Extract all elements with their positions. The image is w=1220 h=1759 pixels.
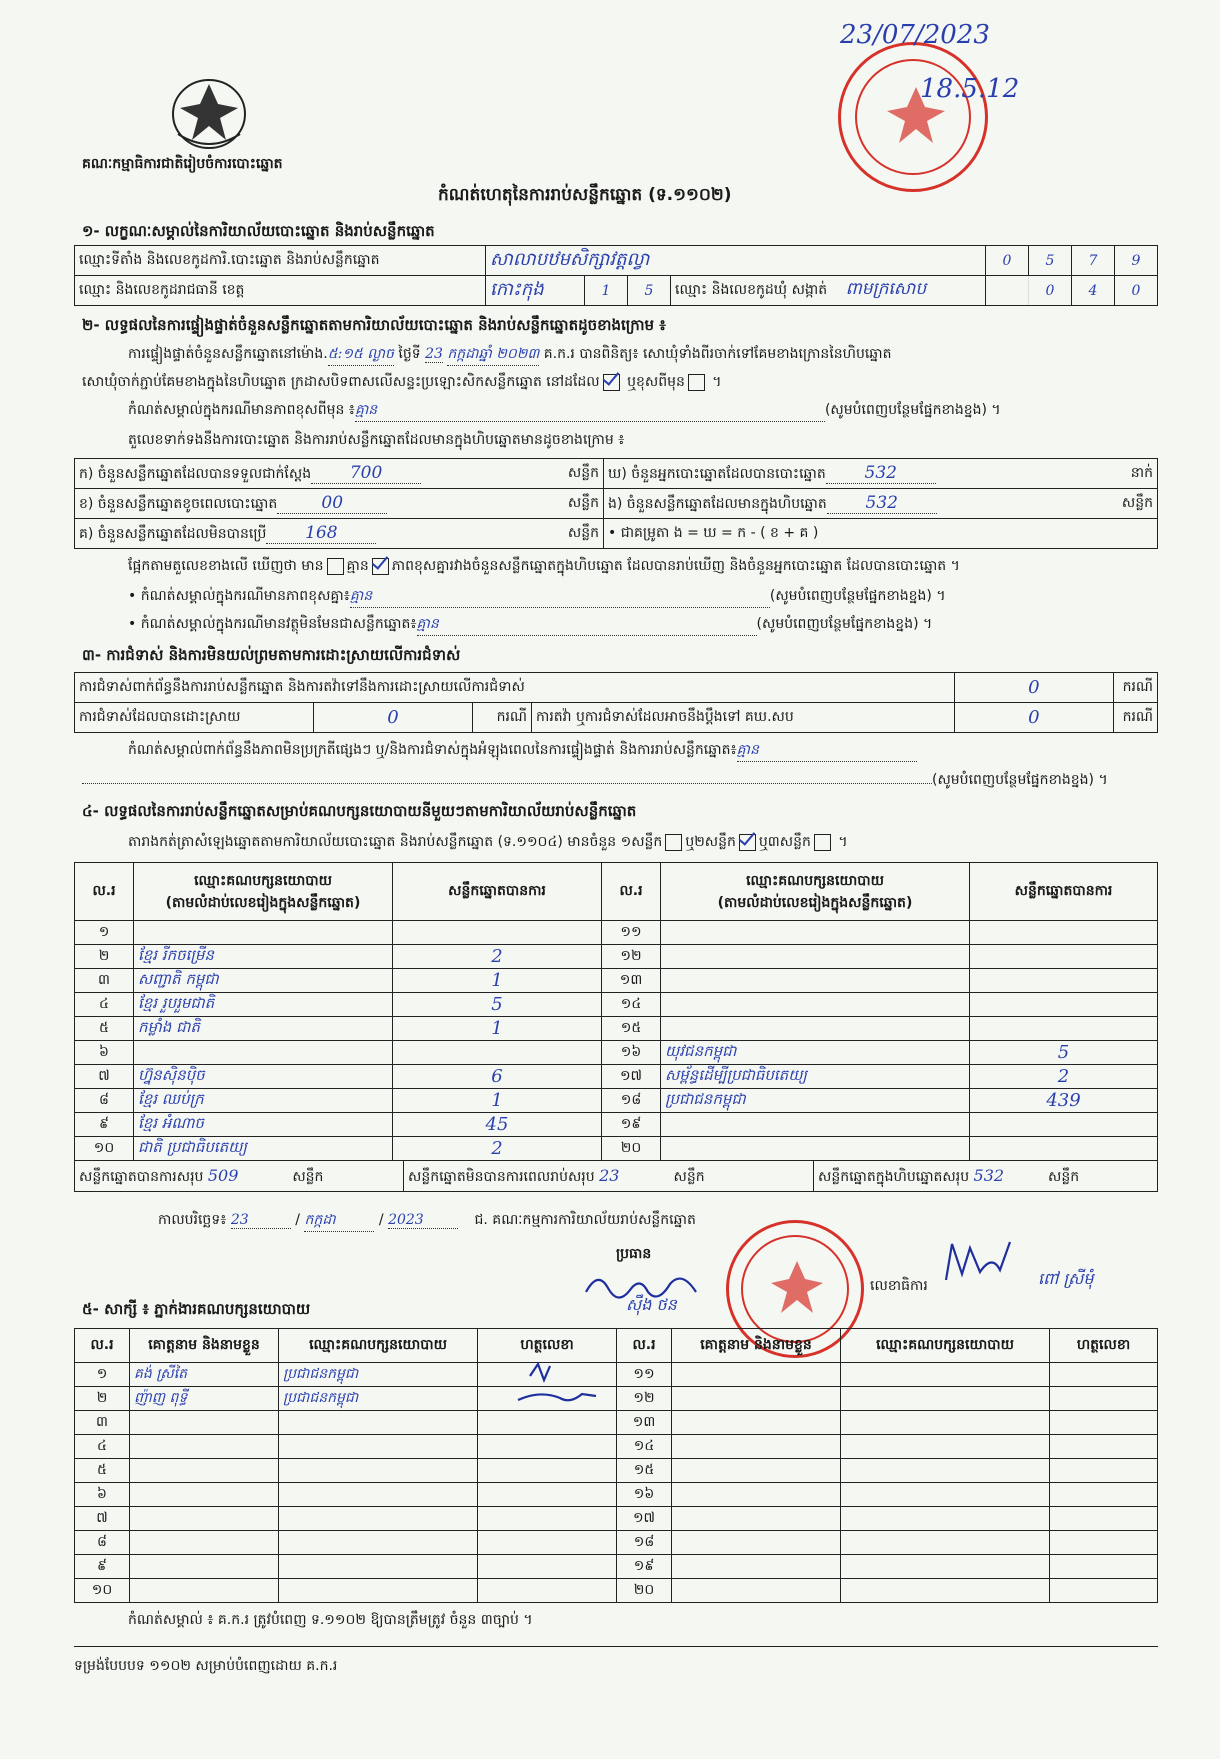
- witness-name: [672, 1411, 841, 1435]
- witness-party: [279, 1555, 478, 1579]
- result-no: ១០: [75, 1137, 134, 1161]
- witness-party: [841, 1531, 1050, 1555]
- section1-heading: ១- លក្ខណៈសម្គាល់នៃការិយាល័យបោះឆ្នោត និងរាប់សន្លឹកឆ្នោត: [82, 222, 435, 240]
- result-no: ១៨: [602, 1089, 661, 1113]
- result-no: ៧: [75, 1065, 134, 1089]
- chair-name: ស៊ឹង ថន: [626, 1295, 677, 1314]
- witness-sign: [1050, 1531, 1158, 1555]
- witness-signatures: [510, 1360, 620, 1412]
- witness-sign: [478, 1531, 617, 1555]
- result-party: [661, 921, 970, 945]
- results-col-party-2: ឈ្មោះគណបក្សនយោបាយ (តាមលំដាប់លេខរៀងក្នុងសន្លឹកឆ្នោត): [661, 863, 970, 921]
- witness-no: ៣: [75, 1411, 130, 1435]
- witness-no: ១២: [617, 1387, 672, 1411]
- witness-name: គង់ ស្រីតៃ: [130, 1363, 279, 1387]
- result-party: ហ្វ៊ុនស៊ិនប៉ិច: [134, 1065, 393, 1089]
- witness-name: [672, 1555, 841, 1579]
- objections-unit: ករណី: [1113, 673, 1157, 703]
- results-row: [75, 1113, 1158, 1137]
- witness-name: [130, 1531, 279, 1555]
- result-no: ២: [75, 945, 134, 969]
- location-code-3: 7: [1072, 246, 1115, 276]
- result-party: [661, 993, 970, 1017]
- result-votes: 439: [970, 1089, 1158, 1113]
- witness-party: [279, 1579, 478, 1603]
- figures-row: [75, 459, 1158, 489]
- results-col-no-2: ល.រ: [602, 863, 661, 921]
- section1-table: [74, 245, 1158, 306]
- witness-sign: [1050, 1483, 1158, 1507]
- result-no: ៥: [75, 1017, 134, 1041]
- results-table: [74, 862, 1158, 1192]
- result-no: ១២: [602, 945, 661, 969]
- results-row: [75, 1017, 1158, 1041]
- witness-party: [841, 1555, 1050, 1579]
- result-party: [661, 969, 970, 993]
- result-party: ខ្មែរ រួបរួមជាតិ: [134, 993, 393, 1017]
- note2-line: • កំណត់សម្គាល់ក្នុងករណីមានភាពខុសគ្នា៖គ្មាន (សូមបំពេញបន្ថែមផ្នែកខាងខ្នង) ។: [128, 586, 946, 608]
- appeal-label: ការតវ៉ា ឬការជំទាស់ដែលអាចនឹងប្តឹងទៅ គឃ.សប: [532, 703, 955, 733]
- note1-value: គ្មាន: [355, 400, 825, 422]
- date-month: កក្កដា: [304, 1210, 374, 1232]
- witness-row: [75, 1507, 1158, 1531]
- resolved-value: 0: [314, 703, 473, 733]
- sheets-3-checkbox: [814, 834, 831, 851]
- witness-no: ១៣: [617, 1411, 672, 1435]
- objections-table: [74, 672, 1158, 733]
- section5-heading: ៥- សាក្សី ៖ ភ្នាក់ងារគណបក្សនយោបាយ: [82, 1300, 311, 1318]
- province-label: ឈ្មោះ និងលេខកូដរាជធានី ខេត្ត: [75, 276, 486, 306]
- province-value: កោះកុង: [486, 276, 585, 306]
- result-party: យុវជនកម្ពុជា: [661, 1041, 970, 1065]
- difference-no-checkbox: [372, 558, 389, 575]
- witness-party: [841, 1411, 1050, 1435]
- witness-no: ១៥: [617, 1459, 672, 1483]
- witness-col-name-2: គោត្តនាម និងនាមខ្លួន: [672, 1329, 841, 1363]
- witness-name: [130, 1507, 279, 1531]
- result-no: ១៣: [602, 969, 661, 993]
- same-checkbox: [603, 374, 620, 391]
- witness-name: [672, 1507, 841, 1531]
- result-no: ១១: [602, 921, 661, 945]
- sheets-1-checkbox: [665, 834, 682, 851]
- commune-code-2: 4: [1072, 276, 1115, 306]
- date-day: 23: [231, 1212, 291, 1229]
- witness-no: ១៩: [617, 1555, 672, 1579]
- section4-heading: ៤- លទ្ធផលនៃការរាប់សន្លឹកឆ្នោតសម្រាប់គណបក្សនយោបាយនីមួយៗតាមការិយាល័យរាប់សន្លឹកឆ្នោត: [82, 802, 637, 820]
- witness-no: ១៤: [617, 1435, 672, 1459]
- note2-value: គ្មាន: [350, 586, 770, 608]
- commune-code-1: 0: [1029, 276, 1072, 306]
- result-votes: 2: [970, 1065, 1158, 1089]
- witness-sign: [478, 1483, 617, 1507]
- note3-value: គ្មាន: [417, 614, 757, 636]
- result-party: [661, 1137, 970, 1161]
- official-seal: [838, 42, 988, 192]
- result-votes: [970, 993, 1158, 1017]
- province-code-1: 1: [585, 276, 628, 306]
- witness-no: ៧: [75, 1507, 130, 1531]
- verification-month-year: កក្កដាឆ្នាំ ២០២៣: [447, 344, 539, 366]
- result-votes: [970, 921, 1158, 945]
- date-year: 2023: [388, 1212, 458, 1229]
- result-votes: [393, 921, 602, 945]
- results-row: [75, 921, 1158, 945]
- secretary-signature: [940, 1234, 1030, 1290]
- verification-line-2: សោឃុំចាក់ភ្ជាប់គែមខាងក្នុងនៃហិបឆ្នោត ក្រដាសបិទពាសលើសន្ទះប្រឡោះសិកសន្លឹកឆ្នោត នៅដដែល ឬខុសពីមុន ។: [82, 374, 722, 390]
- section2-heading: ២- លទ្ធផលនៃការផ្ទៀងផ្ទាត់ចំនួនសន្លឹកឆ្នោតតាមការិយាល័យបោះឆ្នោត និងរាប់សន្លឹកឆ្នោតដូចខាងក្រោម ៖: [82, 316, 666, 334]
- figure-left: ក) ចំនួនសន្លឹកឆ្នោតដែលបានទទួលជាក់ស្តែង 700 សន្លឹក: [75, 459, 604, 489]
- result-party: ប្រជាជនកម្ពុជា: [661, 1089, 970, 1113]
- witness-no: ៩: [75, 1555, 130, 1579]
- witness-row: [75, 1531, 1158, 1555]
- result-votes: 1: [393, 1017, 602, 1041]
- result-votes: [970, 1137, 1158, 1161]
- result-party: កម្លាំង ជាតិ: [134, 1017, 393, 1041]
- results-row: [75, 1137, 1158, 1161]
- witness-no: ១: [75, 1363, 130, 1387]
- witness-sign: [1050, 1579, 1158, 1603]
- witness-sign: [478, 1411, 617, 1435]
- location-value: សាលាបឋមសិក្សាវត្តល្វា: [486, 246, 986, 276]
- figure-right: • ជាគម្រូតា ង = ឃ = ក - ( ខ + គ ): [604, 519, 1158, 549]
- witness-name: [672, 1483, 841, 1507]
- witness-row: [75, 1555, 1158, 1579]
- witness-no: ១១: [617, 1363, 672, 1387]
- results-col-votes: សន្លឹកឆ្នោតបានការ: [393, 863, 602, 921]
- result-no: ៨: [75, 1089, 134, 1113]
- result-party: [661, 1017, 970, 1041]
- witness-party: [841, 1459, 1050, 1483]
- witness-col-party-2: ឈ្មោះគណបក្សនយោបាយ: [841, 1329, 1050, 1363]
- result-no: ១៩: [602, 1113, 661, 1137]
- witness-party: ប្រជាជនកម្ពុជា: [279, 1363, 478, 1387]
- results-row: [75, 969, 1158, 993]
- province-code-2: 5: [628, 276, 671, 306]
- witness-col-no: ល.រ: [75, 1329, 130, 1363]
- figure-left: គ) ចំនួនសន្លឹកឆ្នោតដែលមិនបានប្រើ 168 សន្លឹក: [75, 519, 604, 549]
- witness-party: [279, 1531, 478, 1555]
- result-votes: 5: [393, 993, 602, 1017]
- result-votes: 2: [393, 1137, 602, 1161]
- figure-left: ខ) ចំនួនសន្លឹកឆ្នោតខូចពេលបោះឆ្នោត 00 សន្លឹក: [75, 489, 604, 519]
- witness-name: [130, 1579, 279, 1603]
- witness-party: [841, 1483, 1050, 1507]
- witness-name: [130, 1435, 279, 1459]
- witness-name: [672, 1579, 841, 1603]
- witness-col-no-2: ល.រ: [617, 1329, 672, 1363]
- witness-name: ញ៉ាញ ពុទ្ធី: [130, 1387, 279, 1411]
- location-label: ឈ្មោះទីតាំង និងលេខកូដការិ.បោះឆ្នោត និងរាប់សន្លឹកឆ្នោត: [75, 246, 486, 276]
- secretary-label: លេខាធិការ: [870, 1278, 928, 1294]
- objections-label: ការជំទាស់ពាក់ព័ន្ធនឹងការរាប់សន្លឹកឆ្នោត និងការតវ៉ាទៅនឹងការដោះស្រាយលើការជំទាស់: [75, 673, 955, 703]
- results-col-votes-2: សន្លឹកឆ្នោតបានការ: [970, 863, 1158, 921]
- witness-name: [672, 1363, 841, 1387]
- witness-col-name: គោត្តនាម និងនាមខ្លួន: [130, 1329, 279, 1363]
- commune-label: ឈ្មោះ និងលេខកូដឃុំ សង្កាត់ ពាមក្រសោប: [671, 276, 986, 306]
- results-row: [75, 993, 1158, 1017]
- witness-row: [75, 1435, 1158, 1459]
- result-party: [661, 1113, 970, 1137]
- result-party: សម្ព័ន្ធដើម្បីប្រជាធិបតេយ្យ: [661, 1065, 970, 1089]
- objections-value: 0: [954, 673, 1113, 703]
- witness-name: [130, 1555, 279, 1579]
- location-code-2: 5: [1029, 246, 1072, 276]
- section3-note-value: គ្មាន: [737, 740, 917, 762]
- commune-value: ពាមក្រសោប: [845, 279, 927, 299]
- witness-sign: [1050, 1411, 1158, 1435]
- form-note: ទម្រង់បែបបទ ១១០២ សម្រាប់បំពេញដោយ គ.ក.រ: [74, 1658, 338, 1674]
- footer-divider: [74, 1646, 1158, 1647]
- section4-intro: តារាងកត់ត្រាសំឡេងឆ្នោតតាមការិយាល័យបោះឆ្នោត និងរាប់សន្លឹកឆ្នោត (ទ.១១០៤) មានចំនួន ១សន្លឹក ឬ២សន្លឹក ឬ៣សន្លឹក ។: [128, 834, 848, 850]
- witness-sign: [1050, 1555, 1158, 1579]
- witness-row: [75, 1459, 1158, 1483]
- figures-row: [75, 519, 1158, 549]
- witness-party: [841, 1363, 1050, 1387]
- result-party: ខ្មែរ អំណាច: [134, 1113, 393, 1137]
- difference-line: ផ្អែកតាមតួលេខខាងលើ ឃើញថា មាន គ្មាន ភាពខុសគ្នារវាងចំនួនសន្លឹកឆ្នោតក្នុងហិបឆ្នោត ដែលបានរាប់ឃើញ និងចំនួនអ្នកបោះឆ្នោត ដែលបានបោះឆ្នោត ។: [128, 558, 960, 574]
- witness-name: [130, 1411, 279, 1435]
- result-no: ២០: [602, 1137, 661, 1161]
- appeal-value: 0: [954, 703, 1113, 733]
- chair-label: ប្រធាន: [616, 1246, 652, 1262]
- results-col-party: ឈ្មោះគណបក្សនយោបាយ (តាមលំដាប់លេខរៀងក្នុងសន្លឹកឆ្នោត): [134, 863, 393, 921]
- results-col-no: ល.រ: [75, 863, 134, 921]
- witness-name: [672, 1435, 841, 1459]
- witness-no: ៨: [75, 1531, 130, 1555]
- results-totals-row: សន្លឹកឆ្នោតបានការសរុប 509 សន្លឹក សន្លឹកឆ្នោតមិនបានការពេលរាប់សរុប 23 សន្លឹក សន្លឹកឆ្នោតក្នុងហិបឆ្នោតសរុប 532 សន្លឹក: [75, 1161, 1158, 1192]
- result-party: [134, 921, 393, 945]
- figure-right: ឃ) ចំនួនអ្នកបោះឆ្នោតដែលបានបោះឆ្នោត 532 នាក់: [604, 459, 1158, 489]
- total-valid: 509: [208, 1161, 288, 1192]
- result-party: [134, 1041, 393, 1065]
- result-votes: [970, 1113, 1158, 1137]
- result-votes: [970, 969, 1158, 993]
- witness-row: [75, 1411, 1158, 1435]
- commune-code-3: 0: [1115, 276, 1158, 306]
- result-no: ៩: [75, 1113, 134, 1137]
- witness-sign: [1050, 1387, 1158, 1411]
- witness-name: [672, 1387, 841, 1411]
- result-no: ៦: [75, 1041, 134, 1065]
- result-no: ១៧: [602, 1065, 661, 1089]
- results-row: [75, 1041, 1158, 1065]
- witness-no: ៥: [75, 1459, 130, 1483]
- verification-day: 23: [425, 346, 443, 362]
- figures-table: [74, 458, 1158, 549]
- witness-col-sign: ហត្ថលេខា: [478, 1329, 617, 1363]
- difference-yes-checkbox: [327, 558, 344, 575]
- witness-party: [279, 1483, 478, 1507]
- witness-no: ៤: [75, 1435, 130, 1459]
- witness-no: ១៦: [617, 1483, 672, 1507]
- witness-party: [841, 1435, 1050, 1459]
- witness-no: ២០: [617, 1579, 672, 1603]
- witness-sign: [478, 1435, 617, 1459]
- figures-row: [75, 489, 1158, 519]
- result-no: ១: [75, 921, 134, 945]
- location-code-1: 0: [986, 246, 1029, 276]
- witness-no: ១៧: [617, 1507, 672, 1531]
- result-party: សញ្ជាតិ កម្ពុជា: [134, 969, 393, 993]
- witness-party: [279, 1459, 478, 1483]
- verification-time: ៥:១៥ ល្ងាច: [328, 344, 394, 366]
- different-checkbox: [688, 374, 705, 391]
- result-votes: 6: [393, 1065, 602, 1089]
- result-party: ជាតិ ប្រជាធិបតេយ្យ: [134, 1137, 393, 1161]
- date-line: កាលបរិច្ឆេទ៖ 23 / កក្កដា / 2023 ជ. គណៈកម្មការការិយាល័យរាប់សន្លឹកឆ្នោត: [158, 1210, 696, 1232]
- total-invalid: 23: [599, 1161, 669, 1192]
- result-votes: [970, 945, 1158, 969]
- witness-party: ប្រជាជនកម្ពុជា: [279, 1387, 478, 1411]
- section3-note: កំណត់សម្គាល់ពាក់ព័ន្ធនឹងភាពមិនប្រក្រតីផ្សេងៗ ឬ/និងការជំទាស់ក្នុងអំឡុងពេលនៃការផ្ទៀងផ្ទាត់ និងការរាប់សន្លឹកឆ្នោត៖គ្មាន: [128, 740, 917, 762]
- witness-no: ១៨: [617, 1531, 672, 1555]
- witness-sign: [1050, 1363, 1158, 1387]
- result-no: ១៥: [602, 1017, 661, 1041]
- results-row: [75, 945, 1158, 969]
- witness-name: [130, 1483, 279, 1507]
- result-votes: 1: [393, 1089, 602, 1113]
- witness-sign: [478, 1579, 617, 1603]
- note1-line: កំណត់សម្គាល់ក្នុងករណីមានភាពខុសពីមុន ៖គ្មាន (សូមបំពេញបន្ថែមផ្នែកខាងខ្នង) ។: [128, 400, 1001, 422]
- org-name: គណៈកម្មាធិការជាតិរៀបចំការបោះឆ្នោត: [82, 156, 283, 172]
- results-row: [75, 1089, 1158, 1113]
- witness-col-party: ឈ្មោះគណបក្សនយោបាយ: [279, 1329, 478, 1363]
- total-box: 532: [974, 1161, 1044, 1192]
- result-party: ខ្មែរ ឈប់ក្រ: [134, 1089, 393, 1113]
- witness-no: ១០: [75, 1579, 130, 1603]
- stamp-date: 23/07/2023: [840, 20, 990, 50]
- witness-sign: [478, 1507, 617, 1531]
- page-title: កំណត់ហេតុនៃការរាប់សន្លឹកឆ្នោត (ទ.១១០២): [438, 185, 732, 205]
- witness-party: [279, 1435, 478, 1459]
- result-party: ខ្មែរ រីកចម្រើន: [134, 945, 393, 969]
- result-votes: [393, 1041, 602, 1065]
- figure-right: ង) ចំនួនសន្លឹកឆ្នោតដែលមានក្នុងហិបឆ្នោត 532 សន្លឹក: [604, 489, 1158, 519]
- witness-sign: [478, 1555, 617, 1579]
- results-row: [75, 1065, 1158, 1089]
- result-votes: [970, 1017, 1158, 1041]
- figures-intro: តួលេខទាក់ទងនឹងការបោះឆ្នោត និងការរាប់សន្លឹកឆ្នោតដែលមានក្នុងហិបឆ្នោតមានដូចខាងក្រោម ៖: [128, 432, 625, 448]
- note3-line: • កំណត់សម្គាល់ក្នុងករណីមានវត្ថុមិនមែនជាសន្លឹកឆ្នោត៖គ្មាន (សូមបំពេញបន្ថែមផ្នែកខាងខ្នង) ។: [128, 614, 932, 636]
- location-code-4: 9: [1115, 246, 1158, 276]
- witness-party: [841, 1579, 1050, 1603]
- witness-name: [672, 1459, 841, 1483]
- result-no: ៣: [75, 969, 134, 993]
- sheets-2-checkbox: [739, 834, 756, 851]
- result-no: ១៤: [602, 993, 661, 1017]
- witness-row: [75, 1579, 1158, 1603]
- appeal-unit: ករណី: [1113, 703, 1157, 733]
- witness-name: [672, 1531, 841, 1555]
- section3-fill-hint: (សូមបំពេញបន្ថែមផ្នែកខាងខ្នង) ។: [82, 770, 1108, 791]
- result-no: ១៦: [602, 1041, 661, 1065]
- section3-heading: ៣- ការជំទាស់ និងការមិនយល់ព្រមតាមការដោះស្រាយលើការជំទាស់: [82, 646, 461, 664]
- witness-sign: [1050, 1459, 1158, 1483]
- witness-sign: [478, 1459, 617, 1483]
- result-votes: 5: [970, 1041, 1158, 1065]
- witness-no: ៦: [75, 1483, 130, 1507]
- witness-party: [279, 1507, 478, 1531]
- witness-row: [75, 1483, 1158, 1507]
- witness-party: [841, 1387, 1050, 1411]
- secretary-name: ពៅ ស្រីមុំ: [1038, 1269, 1094, 1288]
- result-votes: 45: [393, 1113, 602, 1137]
- footnote: កំណត់សម្គាល់ ៖ គ.ក.រ ត្រូវបំពេញ ទ.១១០២ ឱ្យបានត្រឹមត្រូវ ចំនួន ៣ច្បាប់ ។: [128, 1612, 533, 1628]
- witness-no: ២: [75, 1387, 130, 1411]
- result-votes: 2: [393, 945, 602, 969]
- witness-sign: [1050, 1435, 1158, 1459]
- resolved-label: ការជំទាស់ដែលបានដោះស្រាយ: [75, 703, 314, 733]
- resolved-unit: ករណី: [473, 703, 532, 733]
- witness-sign: [1050, 1507, 1158, 1531]
- stamp-time: 18.5.12: [920, 74, 1020, 104]
- witness-party: [841, 1507, 1050, 1531]
- witness-col-sign-2: ហត្ថលេខា: [1050, 1329, 1158, 1363]
- emblem-icon: [168, 74, 250, 154]
- witness-party: [279, 1411, 478, 1435]
- verification-line-1: ការផ្ទៀងផ្ទាត់ចំនួនសន្លឹកឆ្នោតនៅម៉ោង.៥:១៥ ល្ងាច ថ្ងៃទី 23 កក្កដាឆ្នាំ ២០២៣ គ.ក.រ បានពិនិត្យ៖ សោឃុំទាំងពីរចាក់ទៅគែមខាងក្រោននៃហិបឆ្នោត: [128, 344, 892, 366]
- result-votes: 1: [393, 969, 602, 993]
- result-no: ៤: [75, 993, 134, 1017]
- result-party: [661, 945, 970, 969]
- witness-name: [130, 1459, 279, 1483]
